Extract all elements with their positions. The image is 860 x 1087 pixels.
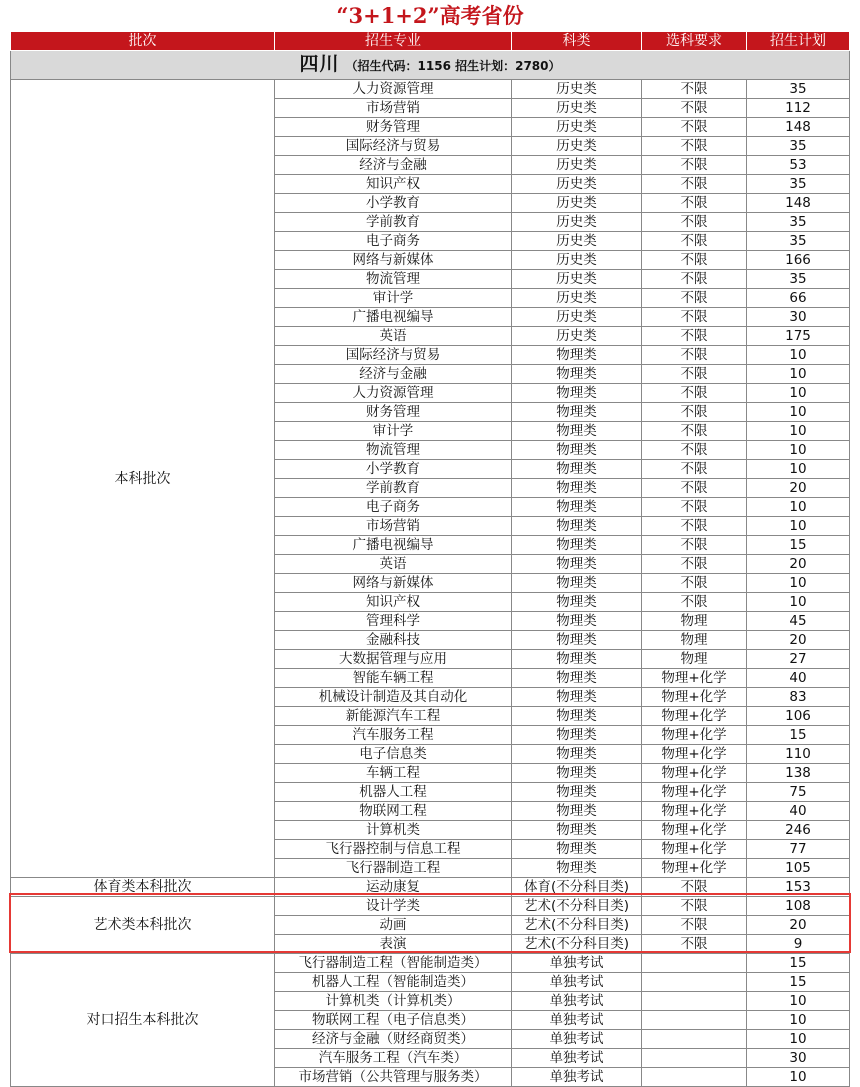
major-cell: 计算机类 xyxy=(275,821,512,840)
plan-cell: 10 xyxy=(747,403,850,422)
plan-cell: 112 xyxy=(747,99,850,118)
requirement-cell: 物理 xyxy=(642,612,747,631)
plan-cell: 105 xyxy=(747,859,850,878)
major-cell: 飞行器制造工程 xyxy=(275,859,512,878)
category-cell: 物理类 xyxy=(512,631,642,650)
category-cell: 物理类 xyxy=(512,498,642,517)
requirement-cell: 不限 xyxy=(642,536,747,555)
major-cell: 电子商务 xyxy=(275,498,512,517)
major-cell: 人力资源管理 xyxy=(275,80,512,99)
plan-cell: 10 xyxy=(747,384,850,403)
requirement-cell: 物理+化学 xyxy=(642,726,747,745)
category-cell: 单独考试 xyxy=(512,992,642,1011)
plan-cell: 110 xyxy=(747,745,850,764)
category-cell: 物理类 xyxy=(512,441,642,460)
category-cell: 历史类 xyxy=(512,194,642,213)
plan-cell: 10 xyxy=(747,498,850,517)
requirement-cell: 不限 xyxy=(642,517,747,536)
requirement-cell: 不限 xyxy=(642,574,747,593)
requirement-cell: 物理+化学 xyxy=(642,745,747,764)
major-cell: 经济与金融（财经商贸类） xyxy=(275,1030,512,1049)
requirement-cell: 物理+化学 xyxy=(642,688,747,707)
major-cell: 经济与金融 xyxy=(275,156,512,175)
requirement-cell: 物理+化学 xyxy=(642,707,747,726)
requirement-cell: 不限 xyxy=(642,194,747,213)
major-cell: 国际经济与贸易 xyxy=(275,137,512,156)
major-cell: 飞行器制造工程（智能制造类） xyxy=(275,954,512,973)
major-cell: 汽车服务工程 xyxy=(275,726,512,745)
requirement-cell: 不限 xyxy=(642,555,747,574)
plan-cell: 10 xyxy=(747,441,850,460)
category-cell: 物理类 xyxy=(512,403,642,422)
plan-cell: 166 xyxy=(747,251,850,270)
major-cell: 机器人工程 xyxy=(275,783,512,802)
header-row xyxy=(11,32,850,51)
plan-cell: 153 xyxy=(747,878,850,897)
admission-table xyxy=(10,31,850,1087)
requirement-cell: 不限 xyxy=(642,213,747,232)
category-cell: 物理类 xyxy=(512,840,642,859)
plan-cell: 10 xyxy=(747,1011,850,1030)
table-row xyxy=(11,878,850,897)
major-cell: 经济与金融 xyxy=(275,365,512,384)
category-cell: 物理类 xyxy=(512,384,642,403)
category-cell: 物理类 xyxy=(512,593,642,612)
plan-cell: 30 xyxy=(747,308,850,327)
plan-cell: 148 xyxy=(747,194,850,213)
plan-cell: 27 xyxy=(747,650,850,669)
major-cell: 知识产权 xyxy=(275,593,512,612)
category-cell: 物理类 xyxy=(512,612,642,631)
batch-cell: 艺术类本科批次 xyxy=(11,897,275,954)
major-cell: 运动康复 xyxy=(275,878,512,897)
table-row xyxy=(11,954,850,973)
major-cell: 设计学类 xyxy=(275,897,512,916)
category-cell: 物理类 xyxy=(512,688,642,707)
requirement-cell: 不限 xyxy=(642,460,747,479)
requirement-cell: 物理+化学 xyxy=(642,821,747,840)
category-cell: 艺术(不分科目类) xyxy=(512,897,642,916)
plan-cell: 10 xyxy=(747,992,850,1011)
plan-cell: 35 xyxy=(747,213,850,232)
plan-cell: 10 xyxy=(747,593,850,612)
category-cell: 物理类 xyxy=(512,460,642,479)
category-cell: 物理类 xyxy=(512,821,642,840)
requirement-cell: 不限 xyxy=(642,365,747,384)
requirement-cell: 物理+化学 xyxy=(642,859,747,878)
plan-cell: 10 xyxy=(747,574,850,593)
category-cell: 历史类 xyxy=(512,251,642,270)
category-cell: 单独考试 xyxy=(512,1049,642,1068)
plan-cell: 83 xyxy=(747,688,850,707)
plan-cell: 20 xyxy=(747,479,850,498)
category-cell: 单独考试 xyxy=(512,1011,642,1030)
category-cell: 单独考试 xyxy=(512,1030,642,1049)
requirement-cell: 物理+化学 xyxy=(642,802,747,821)
major-cell: 英语 xyxy=(275,555,512,574)
category-cell: 物理类 xyxy=(512,859,642,878)
major-cell: 知识产权 xyxy=(275,175,512,194)
requirement-cell: 不限 xyxy=(642,80,747,99)
major-cell: 电子信息类 xyxy=(275,745,512,764)
major-cell: 车辆工程 xyxy=(275,764,512,783)
requirement-cell: 物理 xyxy=(642,650,747,669)
requirement-cell xyxy=(642,1068,747,1087)
major-cell: 大数据管理与应用 xyxy=(275,650,512,669)
requirement-cell: 不限 xyxy=(642,498,747,517)
plan-cell: 15 xyxy=(747,726,850,745)
plan-cell: 35 xyxy=(747,175,850,194)
plan-cell: 35 xyxy=(747,270,850,289)
table-row xyxy=(11,897,850,916)
page-title: “3+1+2”高考省份 xyxy=(336,3,524,28)
category-cell: 物理类 xyxy=(512,650,642,669)
requirement-cell: 不限 xyxy=(642,593,747,612)
category-cell: 体育(不分科目类) xyxy=(512,878,642,897)
major-cell: 飞行器控制与信息工程 xyxy=(275,840,512,859)
category-cell: 历史类 xyxy=(512,99,642,118)
header-plan: 招生计划 xyxy=(747,32,850,51)
major-cell: 网络与新媒体 xyxy=(275,251,512,270)
requirement-cell: 物理 xyxy=(642,631,747,650)
category-cell: 物理类 xyxy=(512,669,642,688)
major-cell: 小学教育 xyxy=(275,460,512,479)
major-cell: 管理科学 xyxy=(275,612,512,631)
category-cell: 物理类 xyxy=(512,517,642,536)
province-info: （招生代码：1156 招生计划：2780） xyxy=(345,59,561,73)
category-cell: 历史类 xyxy=(512,289,642,308)
category-cell: 物理类 xyxy=(512,479,642,498)
requirement-cell: 不限 xyxy=(642,897,747,916)
plan-cell: 45 xyxy=(747,612,850,631)
header-category: 科类 xyxy=(512,32,642,51)
plan-cell: 75 xyxy=(747,783,850,802)
plan-cell: 15 xyxy=(747,973,850,992)
plan-cell: 20 xyxy=(747,555,850,574)
requirement-cell: 不限 xyxy=(642,251,747,270)
major-cell: 人力资源管理 xyxy=(275,384,512,403)
header-subject-requirement: 选科要求 xyxy=(642,32,747,51)
category-cell: 单独考试 xyxy=(512,973,642,992)
major-cell: 学前教育 xyxy=(275,213,512,232)
category-cell: 物理类 xyxy=(512,346,642,365)
plan-cell: 148 xyxy=(747,118,850,137)
plan-cell: 20 xyxy=(747,916,850,935)
category-cell: 历史类 xyxy=(512,232,642,251)
requirement-cell: 不限 xyxy=(642,403,747,422)
major-cell: 财务管理 xyxy=(275,403,512,422)
plan-cell: 175 xyxy=(747,327,850,346)
category-cell: 历史类 xyxy=(512,327,642,346)
category-cell: 历史类 xyxy=(512,213,642,232)
plan-cell: 10 xyxy=(747,460,850,479)
requirement-cell: 不限 xyxy=(642,156,747,175)
plan-cell: 108 xyxy=(747,897,850,916)
requirement-cell xyxy=(642,1030,747,1049)
major-cell: 机械设计制造及其自动化 xyxy=(275,688,512,707)
major-cell: 网络与新媒体 xyxy=(275,574,512,593)
table-row xyxy=(11,80,850,99)
category-cell: 单独考试 xyxy=(512,1068,642,1087)
category-cell: 物理类 xyxy=(512,802,642,821)
province-cell xyxy=(11,51,850,80)
major-cell: 计算机类（计算机类） xyxy=(275,992,512,1011)
plan-cell: 10 xyxy=(747,346,850,365)
requirement-cell: 不限 xyxy=(642,99,747,118)
category-cell: 物理类 xyxy=(512,365,642,384)
requirement-cell: 不限 xyxy=(642,878,747,897)
category-cell: 物理类 xyxy=(512,707,642,726)
requirement-cell xyxy=(642,973,747,992)
major-cell: 电子商务 xyxy=(275,232,512,251)
plan-cell: 20 xyxy=(747,631,850,650)
category-cell: 物理类 xyxy=(512,783,642,802)
major-cell: 机器人工程（智能制造类） xyxy=(275,973,512,992)
plan-cell: 15 xyxy=(747,536,850,555)
major-cell: 新能源汽车工程 xyxy=(275,707,512,726)
header-batch: 批次 xyxy=(11,32,275,51)
major-cell: 广播电视编导 xyxy=(275,308,512,327)
major-cell: 审计学 xyxy=(275,289,512,308)
batch-cell: 体育类本科批次 xyxy=(11,878,275,897)
batch-cell: 对口招生本科批次 xyxy=(11,954,275,1087)
plan-cell: 9 xyxy=(747,935,850,954)
requirement-cell: 不限 xyxy=(642,308,747,327)
major-cell: 财务管理 xyxy=(275,118,512,137)
requirement-cell: 物理+化学 xyxy=(642,783,747,802)
requirement-cell xyxy=(642,1049,747,1068)
major-cell: 金融科技 xyxy=(275,631,512,650)
category-cell: 历史类 xyxy=(512,118,642,137)
header-major: 招生专业 xyxy=(275,32,512,51)
requirement-cell: 不限 xyxy=(642,289,747,308)
requirement-cell: 物理+化学 xyxy=(642,669,747,688)
category-cell: 历史类 xyxy=(512,137,642,156)
plan-cell: 35 xyxy=(747,137,850,156)
requirement-cell: 不限 xyxy=(642,935,747,954)
requirement-cell: 不限 xyxy=(642,118,747,137)
major-cell: 汽车服务工程（汽车类） xyxy=(275,1049,512,1068)
major-cell: 学前教育 xyxy=(275,479,512,498)
plan-cell: 40 xyxy=(747,802,850,821)
category-cell: 单独考试 xyxy=(512,954,642,973)
province-name: 四川 xyxy=(299,53,340,75)
plan-cell: 10 xyxy=(747,1030,850,1049)
plan-cell: 77 xyxy=(747,840,850,859)
category-cell: 物理类 xyxy=(512,536,642,555)
requirement-cell: 不限 xyxy=(642,479,747,498)
major-cell: 市场营销 xyxy=(275,517,512,536)
category-cell: 历史类 xyxy=(512,80,642,99)
requirement-cell: 物理+化学 xyxy=(642,764,747,783)
plan-cell: 246 xyxy=(747,821,850,840)
plan-cell: 35 xyxy=(747,232,850,251)
major-cell: 智能车辆工程 xyxy=(275,669,512,688)
requirement-cell xyxy=(642,992,747,1011)
category-cell: 历史类 xyxy=(512,156,642,175)
category-cell: 物理类 xyxy=(512,422,642,441)
plan-cell: 10 xyxy=(747,365,850,384)
category-cell: 物理类 xyxy=(512,764,642,783)
major-cell: 英语 xyxy=(275,327,512,346)
category-cell: 物理类 xyxy=(512,745,642,764)
category-cell: 物理类 xyxy=(512,555,642,574)
plan-cell: 53 xyxy=(747,156,850,175)
major-cell: 市场营销 xyxy=(275,99,512,118)
requirement-cell: 不限 xyxy=(642,232,747,251)
major-cell: 广播电视编导 xyxy=(275,536,512,555)
plan-cell: 15 xyxy=(747,954,850,973)
plan-cell: 10 xyxy=(747,422,850,441)
plan-cell: 10 xyxy=(747,1068,850,1087)
requirement-cell: 不限 xyxy=(642,175,747,194)
major-cell: 物流管理 xyxy=(275,270,512,289)
plan-cell: 138 xyxy=(747,764,850,783)
category-cell: 历史类 xyxy=(512,308,642,327)
province-row xyxy=(11,51,850,80)
category-cell: 艺术(不分科目类) xyxy=(512,916,642,935)
requirement-cell: 不限 xyxy=(642,137,747,156)
plan-cell: 40 xyxy=(747,669,850,688)
major-cell: 国际经济与贸易 xyxy=(275,346,512,365)
requirement-cell: 不限 xyxy=(642,422,747,441)
batch-cell: 本科批次 xyxy=(11,80,275,878)
category-cell: 历史类 xyxy=(512,270,642,289)
requirement-cell: 不限 xyxy=(642,327,747,346)
category-cell: 艺术(不分科目类) xyxy=(512,935,642,954)
category-cell: 物理类 xyxy=(512,574,642,593)
major-cell: 物联网工程 xyxy=(275,802,512,821)
plan-cell: 10 xyxy=(747,517,850,536)
plan-cell: 30 xyxy=(747,1049,850,1068)
category-cell: 历史类 xyxy=(512,175,642,194)
category-cell: 物理类 xyxy=(512,726,642,745)
plan-cell: 66 xyxy=(747,289,850,308)
requirement-cell: 物理+化学 xyxy=(642,840,747,859)
plan-cell: 106 xyxy=(747,707,850,726)
requirement-cell xyxy=(642,954,747,973)
requirement-cell: 不限 xyxy=(642,270,747,289)
plan-cell: 35 xyxy=(747,80,850,99)
requirement-cell: 不限 xyxy=(642,916,747,935)
requirement-cell: 不限 xyxy=(642,346,747,365)
major-cell: 市场营销（公共管理与服务类） xyxy=(275,1068,512,1087)
requirement-cell: 不限 xyxy=(642,441,747,460)
major-cell: 小学教育 xyxy=(275,194,512,213)
major-cell: 物联网工程（电子信息类） xyxy=(275,1011,512,1030)
major-cell: 动画 xyxy=(275,916,512,935)
major-cell: 表演 xyxy=(275,935,512,954)
requirement-cell: 不限 xyxy=(642,384,747,403)
requirement-cell xyxy=(642,1011,747,1030)
major-cell: 审计学 xyxy=(275,422,512,441)
major-cell: 物流管理 xyxy=(275,441,512,460)
